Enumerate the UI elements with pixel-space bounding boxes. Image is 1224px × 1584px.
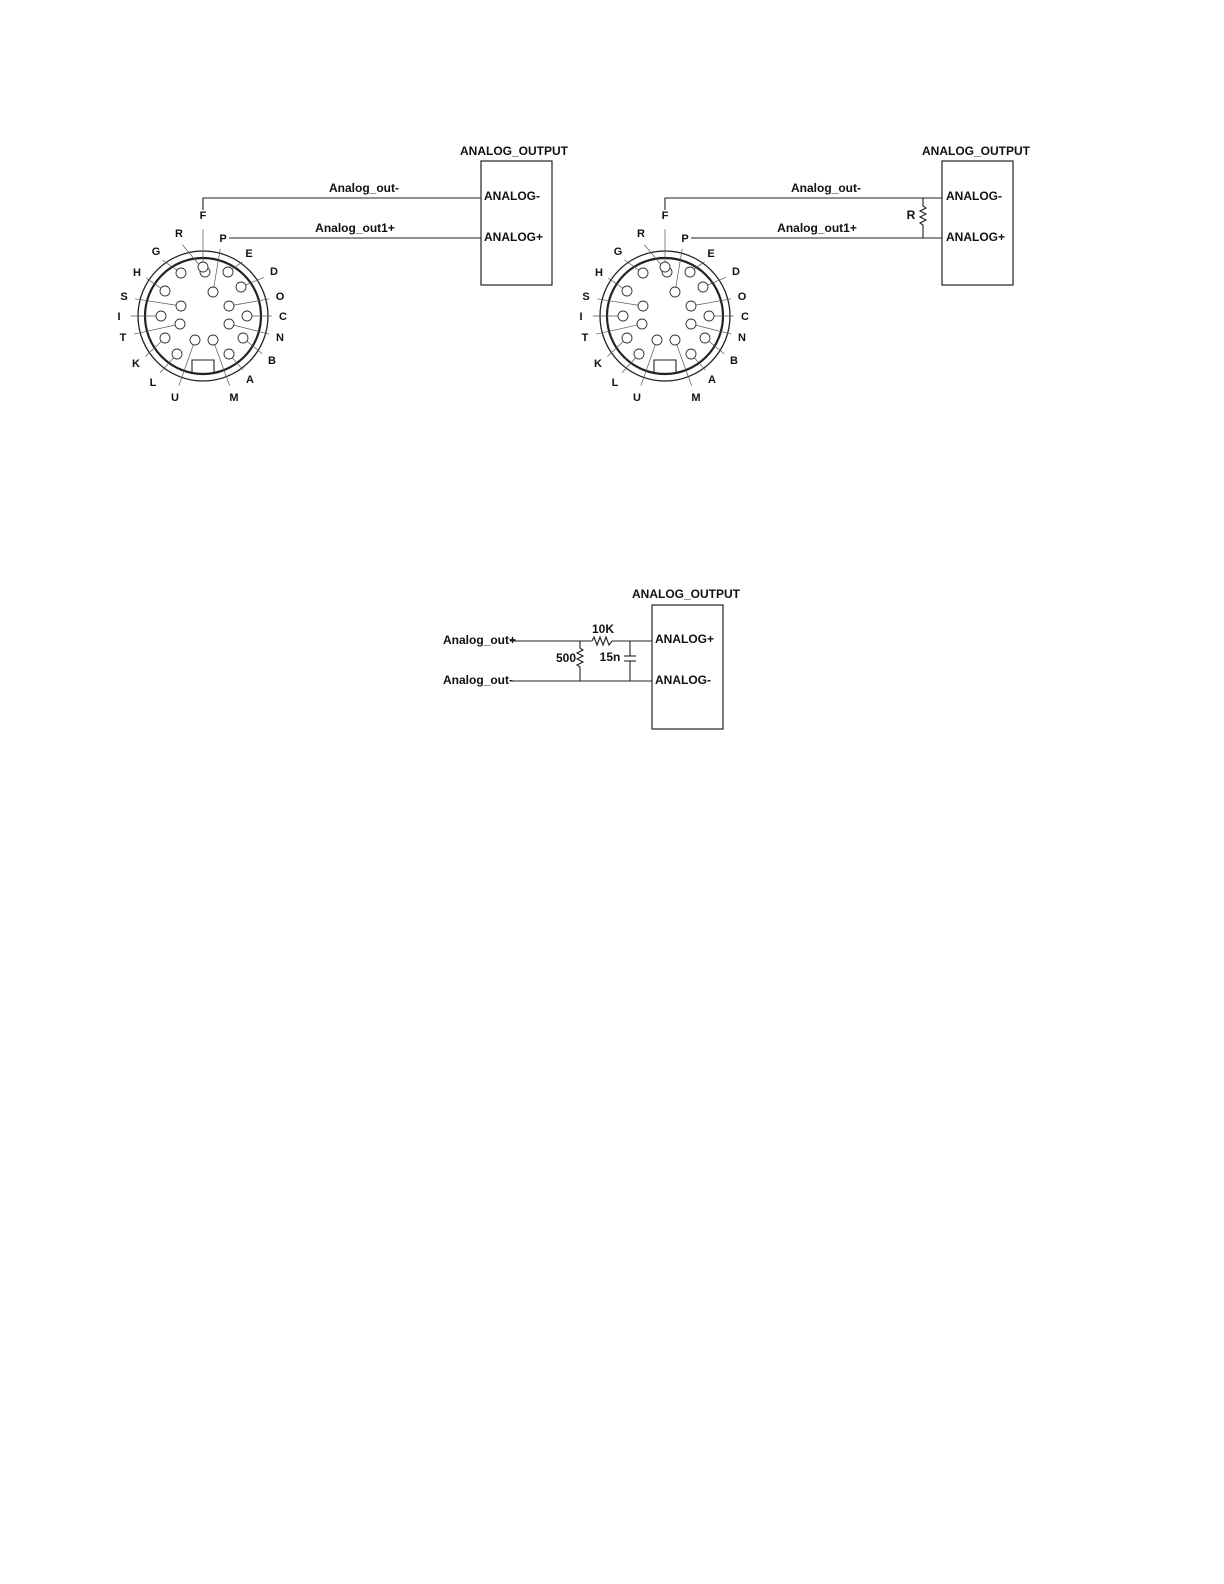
- pin-leader-T: [134, 324, 180, 334]
- pin-label-D: D: [270, 266, 278, 278]
- pin-label-C: C: [279, 311, 287, 323]
- series-resistor-label: 10K: [591, 622, 615, 636]
- pin-F-right: [660, 262, 670, 272]
- pin-label-S: S: [120, 291, 128, 303]
- pin-leader-N: [691, 324, 731, 334]
- pin-B-right: [700, 333, 710, 343]
- pin-N-right: [686, 319, 696, 329]
- pin-label-M: M: [691, 392, 701, 404]
- pin-L-left: [172, 349, 182, 359]
- pin-label-K: K: [594, 358, 602, 370]
- wire-minus-label-right: Analog_out-: [791, 181, 861, 195]
- pin-M-right: [670, 335, 680, 345]
- analog-output-block-right: [942, 161, 1013, 285]
- port-plus-left: ANALOG+: [484, 230, 544, 244]
- pin-label-P: P: [219, 233, 227, 245]
- pin-label-G: G: [151, 246, 161, 258]
- pin-label-K: K: [132, 358, 140, 370]
- pin-U-left: [190, 335, 200, 345]
- pin-I-left: [156, 311, 166, 321]
- connector-right: [579, 210, 749, 404]
- block-title-right: ANALOG_OUTPUT: [922, 144, 1030, 158]
- wire-analog-minus-right: [665, 198, 942, 210]
- connector-left: [117, 210, 287, 404]
- pin-S-left: [176, 301, 186, 311]
- pin-D-right: [698, 282, 708, 292]
- pin-label-U: U: [171, 392, 179, 404]
- pin-label-A: A: [708, 374, 716, 386]
- pin-label-T: T: [119, 332, 127, 344]
- pin-label-D: D: [732, 266, 740, 278]
- pin-label-I: I: [117, 311, 121, 323]
- diagram-right: [579, 144, 1030, 404]
- pin-label-I: I: [579, 311, 583, 323]
- port-plus-filter: ANALOG+: [655, 632, 715, 646]
- pin-label-N: N: [738, 332, 746, 344]
- diagram-left: [117, 144, 568, 404]
- pin-O-left: [224, 301, 234, 311]
- connector-keyway: [654, 360, 676, 372]
- diagram-filter: [443, 587, 741, 729]
- pin-T-right: [637, 319, 647, 329]
- pin-label-B: B: [268, 355, 276, 367]
- pin-label-O: O: [275, 291, 285, 303]
- pin-leader-O: [691, 299, 731, 306]
- pin-label-E: E: [245, 248, 253, 260]
- block-title-filter: ANALOG_OUTPUT: [632, 587, 740, 601]
- pin-leader-S: [135, 299, 181, 306]
- termination-resistor: [920, 198, 926, 238]
- shunt-resistor-500: [577, 641, 583, 681]
- pin-label-R: R: [637, 228, 645, 240]
- pin-label-L: L: [611, 377, 619, 389]
- pin-K-left: [160, 333, 170, 343]
- wire-analog-minus-left: [203, 198, 481, 210]
- pin-label-P: P: [681, 233, 689, 245]
- wire-plus-label-right: Analog_out1+: [777, 221, 857, 235]
- pin-leader-P: [675, 249, 682, 292]
- pin-label-O: O: [737, 291, 747, 303]
- pin-F-left: [198, 262, 208, 272]
- capacitor-label: 15n: [599, 650, 621, 664]
- pin-label-L: L: [149, 377, 157, 389]
- pin-label-A: A: [246, 374, 254, 386]
- pin-G-left: [176, 268, 186, 278]
- pin-leader-O: [229, 299, 269, 306]
- pin-A-left: [224, 349, 234, 359]
- pin-label-E: E: [707, 248, 715, 260]
- analog-output-block-left: [481, 161, 552, 285]
- pin-E-right: [685, 267, 695, 277]
- pin-E-left: [223, 267, 233, 277]
- pin-U-right: [652, 335, 662, 345]
- termination-resistor-label: R: [906, 208, 916, 222]
- analog-output-block-filter: [652, 605, 723, 729]
- pin-T-left: [175, 319, 185, 329]
- pin-label-C: C: [741, 311, 749, 323]
- pin-leader-S: [597, 299, 643, 306]
- pin-label-H: H: [133, 267, 141, 279]
- pin-P-left: [208, 287, 218, 297]
- wire-minus-label-left: Analog_out-: [329, 181, 399, 195]
- pin-H-left: [160, 286, 170, 296]
- pin-leader-P: [213, 249, 220, 292]
- pin-A-right: [686, 349, 696, 359]
- pin-label-F: F: [199, 210, 207, 222]
- pin-label-S: S: [582, 291, 590, 303]
- pin-I-right: [618, 311, 628, 321]
- pin-C-left: [242, 311, 252, 321]
- input-plus-label: Analog_out+: [443, 633, 517, 647]
- wire-plus-label-left: Analog_out1+: [315, 221, 395, 235]
- connector-keyway: [192, 360, 214, 372]
- pin-label-T: T: [581, 332, 589, 344]
- pin-label-B: B: [730, 355, 738, 367]
- pin-L-right: [634, 349, 644, 359]
- port-minus-right: ANALOG-: [946, 189, 1002, 203]
- pin-N-left: [224, 319, 234, 329]
- pin-B-left: [238, 333, 248, 343]
- pin-label-G: G: [613, 246, 623, 258]
- pin-leader-N: [229, 324, 269, 334]
- pin-label-U: U: [633, 392, 641, 404]
- pin-P-right: [670, 287, 680, 297]
- pin-S-right: [638, 301, 648, 311]
- input-minus-label: Analog_out-: [443, 673, 513, 687]
- pin-label-R: R: [175, 228, 183, 240]
- pin-G-right: [638, 268, 648, 278]
- pin-label-F: F: [661, 210, 669, 222]
- pin-label-N: N: [276, 332, 284, 344]
- shunt-resistor-label: 500: [555, 651, 577, 665]
- filter-capacitor: [624, 641, 636, 681]
- pin-O-right: [686, 301, 696, 311]
- pin-H-right: [622, 286, 632, 296]
- pin-label-M: M: [229, 392, 239, 404]
- port-minus-filter: ANALOG-: [655, 673, 711, 687]
- port-minus-left: ANALOG-: [484, 189, 540, 203]
- port-plus-right: ANALOG+: [946, 230, 1006, 244]
- pin-M-left: [208, 335, 218, 345]
- pin-C-right: [704, 311, 714, 321]
- pin-D-left: [236, 282, 246, 292]
- pin-leader-T: [596, 324, 642, 334]
- series-resistor-10k: [592, 637, 612, 645]
- block-title-left: ANALOG_OUTPUT: [460, 144, 568, 158]
- pin-K-right: [622, 333, 632, 343]
- pin-label-H: H: [595, 267, 603, 279]
